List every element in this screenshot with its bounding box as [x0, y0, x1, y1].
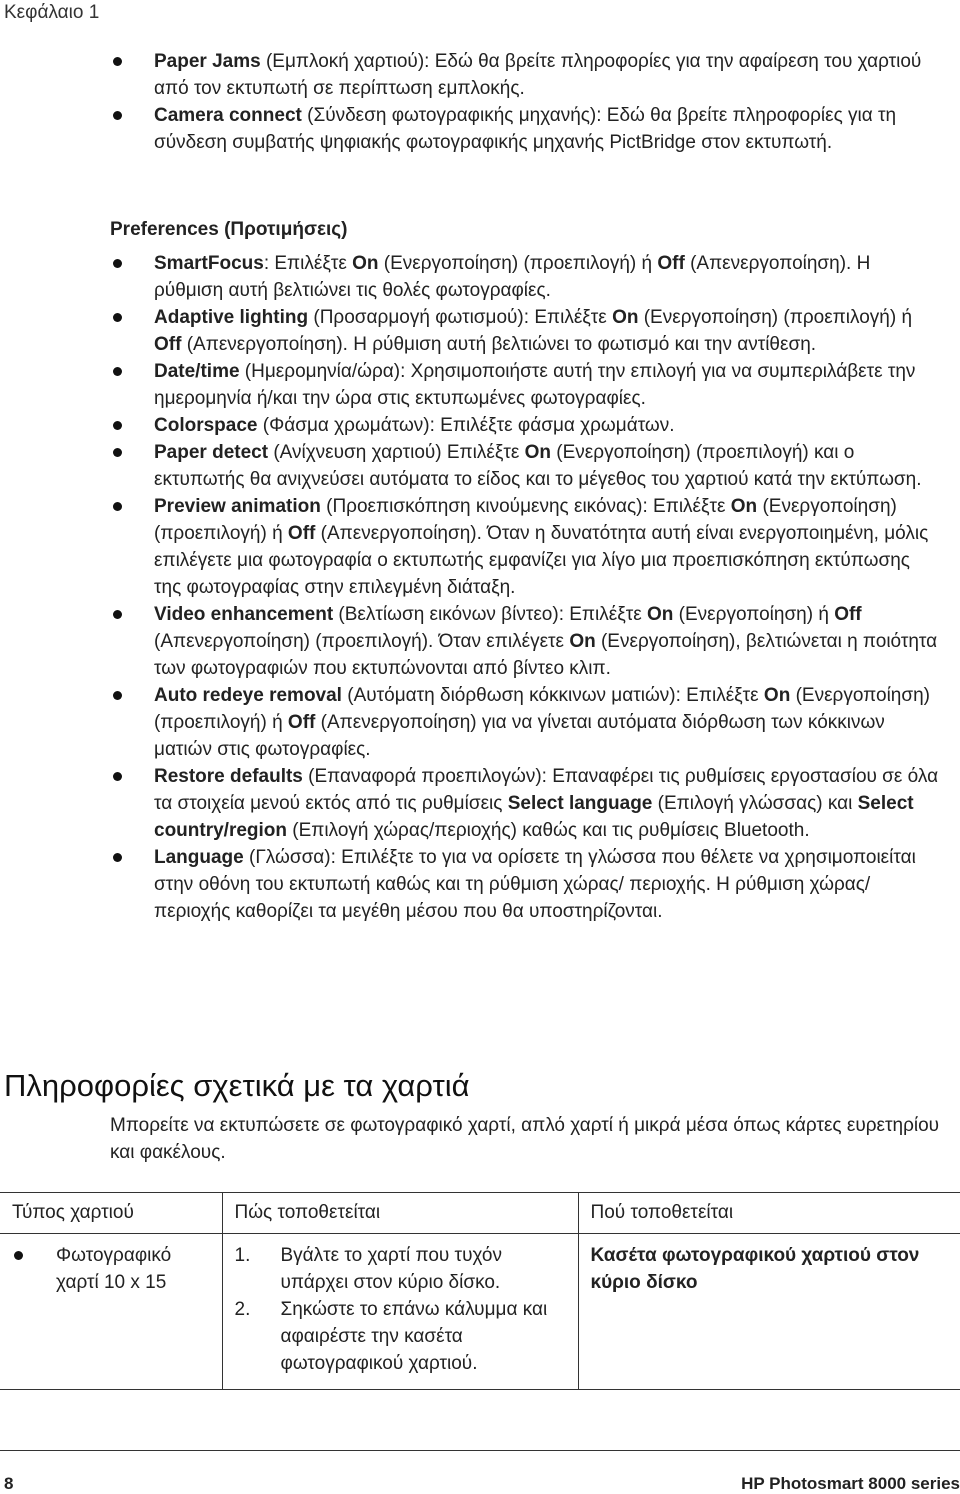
column-header-where-to-load: Πού τοποθετείται: [578, 1193, 960, 1234]
column-header-paper-type: Τύπος χαρτιού: [0, 1193, 222, 1234]
list-item-smartfocus: SmartFocus: Επιλέξτε On (Ενεργοποίηση) (προεπιλογή) ή Off (Απενεργοποίηση). Η ρύθμιση αυτή βελτιώνει τις θολές φωτογραφίες.: [110, 250, 940, 304]
paper-table: [0, 1192, 960, 1390]
list-item-language: Language (Γλώσσα): Επιλέξτε το για να ορίσετε τη γλώσσα που θέλετε να χρησιμοποιείται στην οθόνη του εκτυπωτή καθώς και τη ρύθμιση χώρας/ περιοχής. Η ρύθμιση χώρας/περιοχής καθορίζει τα μεγέθη μέσου που θα υποστηρίζονται.: [110, 844, 940, 925]
section-title: Πληροφορίες σχετικά με τα χαρτιά: [4, 1068, 470, 1103]
list-item-colorspace: Colorspace (Φάσμα χρωμάτων): Επιλέξτε φάσμα χρωμάτων.: [110, 412, 940, 439]
bullet-icon: [113, 259, 122, 268]
list-item-camera-connect: Camera connect (Σύνδεση φωτογραφικής μηχανής): Εδώ θα βρείτε πληροφορίες για τη σύνδεση συμβατής ψηφιακής φωτογραφικής μηχανής PictBridge στον εκτυπωτή.: [110, 102, 940, 156]
bullet-icon: [113, 421, 122, 430]
footer-divider: [0, 1450, 960, 1451]
cell-where-to-load: Κασέτα φωτογραφικού χαρτιού στον κύριο δίσκο: [578, 1234, 960, 1390]
list-item-adaptive-lighting: Adaptive lighting (Προσαρμογή φωτισμού): Επιλέξτε On (Ενεργοποίηση) (προεπιλογή) ή Off (Απενεργοποίηση). Η ρύθμιση αυτή βελτιώνει το φωτισμό και την αντίθεση.: [110, 304, 940, 358]
step-item: 2. Σηκώστε το επάνω κάλυμμα και αφαιρέστε την κασέτα φωτογραφικού χαρτιού.: [234, 1299, 548, 1374]
bullet-icon: [113, 691, 122, 700]
list-item-date-time: Date/time (Ημερομηνία/ώρα): Χρησιμοποιήστε αυτή την επιλογή για να συμπεριλάβετε την ημερομηνία ή/και την ώρα στις εκτυπωμένες φωτογραφίες.: [110, 358, 940, 412]
bullet-icon: [113, 313, 122, 322]
list-item-restore-defaults: Restore defaults (Επαναφορά προεπιλογών): Επαναφέρει τις ρυθμίσεις εργοστασίου σε όλα τα στοιχεία μενού εκτός από τις ρυθμίσεις Select language (Επιλογή γλώσσας) και Select country/region (Επιλογή χώρας/περιοχής) καθώς και τις ρυθμίσεις Bluetooth.: [110, 763, 940, 844]
list-item-preview-animation: Preview animation (Προεπισκόπηση κινούμενης εικόνας): Επιλέξτε On (Ενεργοποίηση) (προεπιλογή) ή Off (Απενεργοποίηση). Όταν η δυνατότητα αυτή είναι ενεργοποιημένη, μόλις επιλέγετε μια φωτογραφία ο εκτυπωτής εμφανίζει για λίγο μια προεπισκόπηση εκτύπωσης της φωτογραφίας στην επιλεγμένη διάταξη.: [110, 493, 940, 601]
cell-paper-type: Φωτογραφικό χαρτί 10 x 15: [0, 1234, 222, 1390]
bullet-icon: [113, 502, 122, 511]
bullet-icon: [113, 610, 122, 619]
list-item-paper-detect: Paper detect (Ανίχνευση χαρτιού) Επιλέξτε On (Ενεργοποίηση) (προεπιλογή) και ο εκτυπωτής θα ανιχνεύσει αυτόματα το είδος και το μέγεθος του χαρτιού κατά την εκτύπωση.: [110, 439, 940, 493]
section-intro: Μπορείτε να εκτυπώσετε σε φωτογραφικό χαρτί, απλό χαρτί ή μικρά μέσα όπως κάρτες ευρετηρίου και φακέλους.: [110, 1115, 940, 1163]
preferences-list: [110, 250, 940, 925]
bullet-icon: [113, 448, 122, 457]
page-number: 8: [4, 1474, 14, 1493]
step-item: 1. Βγάλτε το χαρτί που τυχόν υπάρχει στον κύριο δίσκο.: [234, 1245, 502, 1293]
table-row: [0, 1234, 960, 1390]
cell-how-to-load: [222, 1234, 578, 1390]
list-item-video-enhancement: Video enhancement (Βελτίωση εικόνων βίντεο): Επιλέξτε On (Ενεργοποίηση) ή Off (Απενεργοποίηση) (προεπιλογή). Όταν επιλέγετε On (Ενεργοποίηση), βελτιώνεται η ποιότητα των φωτογραφιών που εκτυπώνονται από βίντεο κλιπ.: [110, 601, 940, 682]
list-item-auto-redeye: Auto redeye removal (Αυτόματη διόρθωση κόκκινων ματιών): Επιλέξτε On (Ενεργοποίηση) (προεπιλογή) ή Off (Απενεργοποίηση) για να γίνεται αυτόματα διόρθωση των κόκκινων ματιών στις φωτογραφίες.: [110, 682, 940, 763]
column-header-how-to-load: Πώς τοποθετείται: [222, 1193, 578, 1234]
bullet-icon: [113, 111, 122, 120]
table-header-row: [0, 1193, 960, 1234]
bullet-icon: [113, 853, 122, 862]
preferences-heading: Preferences (Προτιμήσεις): [110, 219, 348, 240]
product-series: HP Photosmart 8000 series: [741, 1474, 960, 1493]
chapter-label: Κεφάλαιο 1: [4, 2, 100, 23]
menu-options-list: [110, 48, 940, 156]
bullet-icon: [113, 367, 122, 376]
bullet-icon: [113, 772, 122, 781]
list-item-paper-jams: Paper Jams (Εμπλοκή χαρτιού): Εδώ θα βρείτε πληροφορίες για την αφαίρεση του χαρτιού από τον εκτυπωτή σε περίπτωση εμπλοκής.: [110, 48, 940, 102]
bullet-icon: [14, 1251, 23, 1260]
bullet-icon: [113, 57, 122, 66]
